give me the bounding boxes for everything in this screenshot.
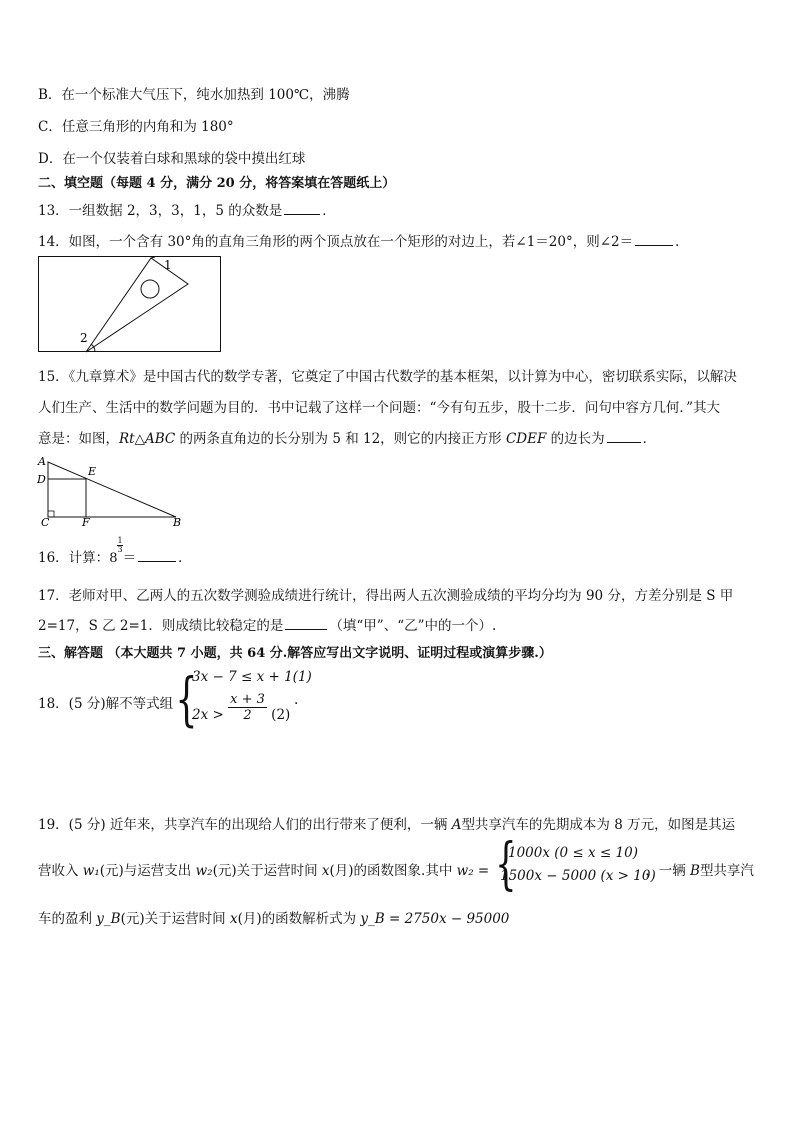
question-15-text-a: 意是：如图，: [38, 431, 119, 447]
answer-blank: [635, 244, 673, 246]
question-17-text-b: （填“甲”、“乙”中的一个）.: [329, 618, 497, 634]
fraction-numerator: x + 3: [230, 692, 265, 707]
section-answer-heading: 三、解答题 （本大题共 7 小题，共 64 分.解答应写出文字说明、证明过程或演算步骤.）: [38, 646, 552, 661]
inequality-2-fraction: [228, 692, 267, 723]
question-19-text-a: 19．(5 分) 近年来，共享汽车的出现给人们的出行带来了便利，一辆: [38, 817, 452, 833]
inequality-2-label: (2): [271, 707, 291, 723]
question-16: [38, 536, 192, 566]
car-type-b: B: [690, 863, 700, 879]
square-name: CDEF: [505, 431, 547, 447]
question-18-end: .: [294, 692, 299, 708]
rectangle-triangle-figure: [38, 256, 222, 353]
answer-blank: [284, 213, 320, 215]
question-16-end: ．: [178, 550, 192, 566]
question-19-text-2d: (月)的函数图象.其中: [329, 863, 457, 879]
label-b: B: [173, 516, 182, 528]
answer-blank: [607, 441, 641, 443]
question-13-end: ．: [322, 203, 336, 219]
power-base: 8: [109, 551, 118, 566]
question-17-text-a: 2=17，S 乙 2=1．则成绩比较稳定的是: [38, 618, 284, 634]
question-17-line-1: 17．老师对甲、乙两人的五次数学测验成绩进行统计，得出两人五次测验成绩的平均分均为 90 分，方差分别是 S 甲: [38, 588, 734, 604]
question-15-end: ．: [642, 431, 657, 447]
question-17-line-2: [38, 614, 496, 634]
var-w2: w₂: [195, 863, 213, 879]
equals-sign: ＝: [122, 550, 137, 566]
angle-1-mark: [151, 257, 155, 258]
label-f: F: [82, 516, 90, 528]
power-exponent: [117, 537, 122, 554]
piecewise-case-1: 1000x (0 ≤ x ≤ 10): [508, 845, 638, 861]
inequality-1: 3x − 7 ≤ x + 1(1): [192, 669, 312, 685]
rectangle: [39, 257, 221, 352]
question-15-line-3: [38, 427, 656, 447]
question-19-text-2c: (元)关于运营时间: [212, 863, 322, 879]
question-19-text-3b: (元)关于运营时间: [120, 911, 230, 927]
label-c: C: [41, 516, 50, 528]
question-19-text-2b: (元)与运营支出: [99, 863, 196, 879]
label-e: E: [88, 465, 97, 478]
right-triangle-figure: [34, 453, 194, 528]
triangle-abc: [48, 462, 176, 517]
question-19-text-3a: 车的盈利: [38, 911, 97, 927]
piecewise-brace: {: [495, 832, 517, 897]
triangle: [86, 258, 188, 352]
question-15-text-e: 的边长为: [546, 431, 605, 447]
angle-label-2: 2: [80, 331, 88, 345]
system-brace: {: [175, 665, 198, 733]
inequality-2: [192, 692, 290, 723]
var-yb: y_B: [96, 911, 121, 927]
triangle-hole: [141, 280, 159, 298]
exponent-numerator: 1: [117, 536, 123, 545]
question-14-end: ．: [675, 234, 689, 250]
option-b: B．在一个标准大气压下，纯水加热到 100℃，沸腾: [38, 87, 350, 103]
exponent-denominator: 3: [117, 545, 123, 554]
profit-formula: y_B = 2750x − 95000: [360, 911, 510, 927]
question-14: [38, 230, 689, 250]
question-19-text-3c: (月)的函数解析式为: [237, 911, 361, 927]
label-a: A: [38, 455, 46, 468]
question-18-text: 18．(5 分)解不等式组: [38, 696, 174, 712]
question-13: [38, 199, 336, 219]
question-14-text: 14．如图，一个含有 30°角的直角三角形的两个顶点放在一个矩形的对边上，若∠1＝20°，则∠2＝: [38, 234, 634, 250]
label-d: D: [37, 473, 46, 486]
piecewise-case-2: 1500x − 5000 (x > 10): [500, 868, 656, 884]
question-15-text-c: 的两条直角边的长分别为 5 和 12，则它的内接正方形: [175, 431, 506, 447]
option-d: D．在一个仅装着白球和黑球的袋中摸出红球: [38, 151, 306, 167]
var-w1: w₁: [82, 863, 100, 879]
question-19-text-c: 型共享汽车的先期成本为 8 万元，如图是其运: [461, 817, 736, 833]
section-fill-in-heading: 二、填空题（每题 4 分，满分 20 分，将答案填在答题纸上）: [38, 176, 396, 191]
question-15-line-1: 15．《九章算术》是中国古代的数学专著，它奠定了中国古代数学的基本框架，以计算为中心，密切联系实际，以解决: [38, 369, 737, 385]
question-19-line-1: [38, 813, 735, 833]
piecewise-lhs: w₂ =: [456, 863, 490, 879]
car-type-a: A: [451, 817, 462, 833]
question-19-text-2f: 型共享汽: [699, 863, 754, 879]
question-19-text-2e: ，一辆: [645, 863, 691, 879]
var-x: x: [321, 863, 330, 879]
var-x: x: [229, 911, 238, 927]
angle-label-1: 1: [164, 258, 172, 272]
triangle-name: Rt△ABC: [119, 431, 176, 447]
option-c: C．任意三角形的内角和为 180°: [38, 119, 234, 135]
fraction-denominator: 2: [243, 708, 252, 723]
inequality-2-lhs: 2x >: [192, 707, 224, 723]
answer-blank: [138, 560, 176, 562]
answer-blank: [285, 628, 327, 630]
question-13-text: 13．一组数据 2，3，3，1，5 的众数是: [38, 203, 283, 219]
question-19-text-2a: 营收入: [38, 863, 83, 879]
question-15-line-2: 人们生产、生活中的数学问题为目的．书中记载了这样一个问题：“今有句五步，股十二步．问句中容方几何．”其大: [38, 400, 721, 416]
question-19-line-3: [38, 907, 509, 927]
question-16-text: 16．计算：: [38, 550, 110, 566]
